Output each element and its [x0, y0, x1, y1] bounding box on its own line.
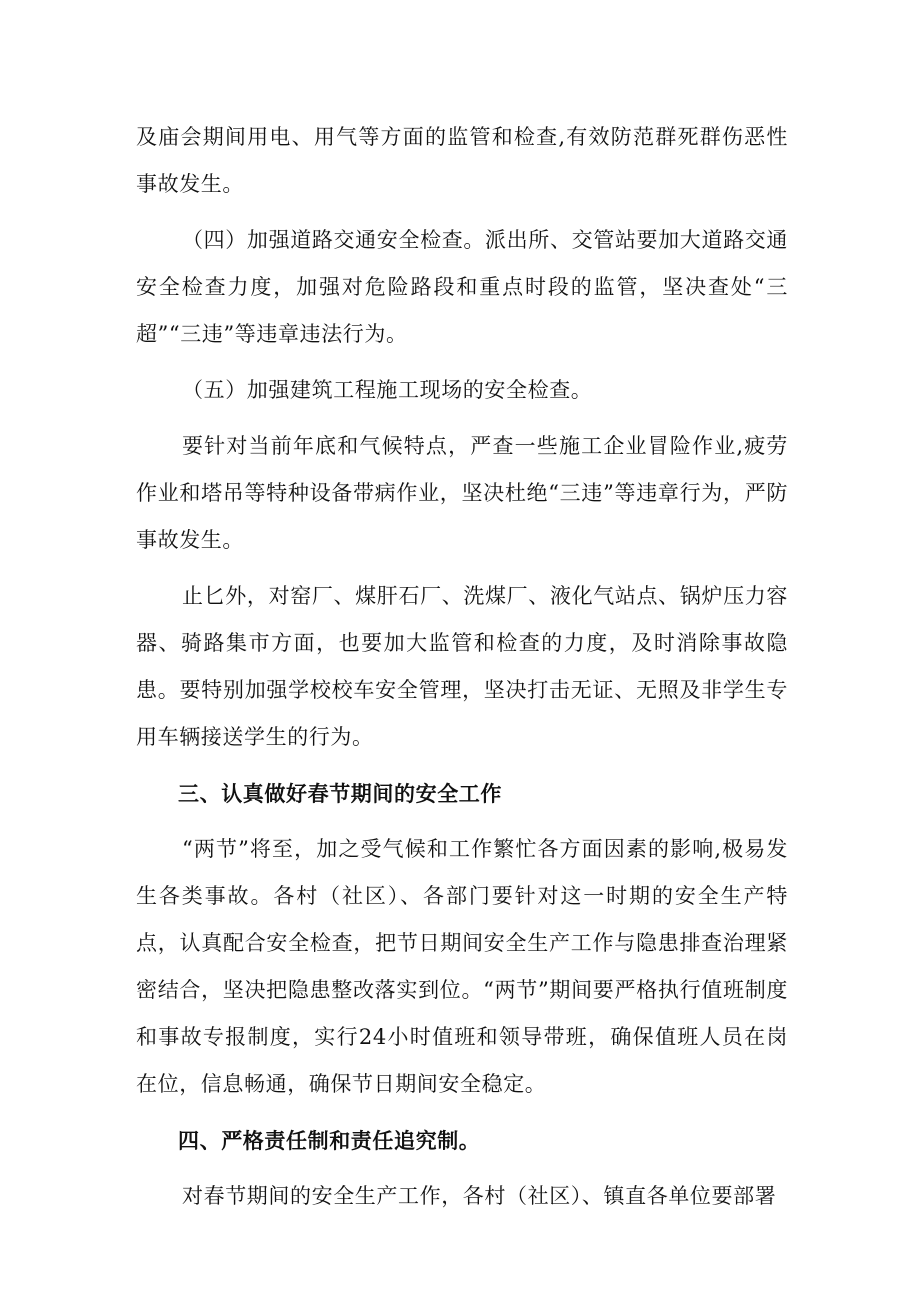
paragraph-responsibility: 对春节期间的安全生产工作，各村（社区）、镇直各单位要部署	[182, 1184, 777, 1208]
section-heading-spring-festival: 三、认真做好春节期间的安全工作	[178, 781, 502, 806]
paragraph-other-sites: 止匕外，对窑厂、煤肝石厂、洗煤厂、液化气站点、锅炉压力容器、骑路集市方面，也要加大监管和检查的力度，及时消除事故隐患。要特别加强学校校车安全管理，坚决打击无证、无照及非学生专用车辆接送学生的行为。	[136, 584, 788, 749]
paragraph-construction-details: 要针对当前年底和气候特点，严查一些施工企业冒险作业,疲劳作业和塔吊等特种设备带病作业，坚决杜绝“三违”等违章行为，严防事故发生。	[136, 434, 788, 552]
paragraph-construction-title: （五）加强建筑工程施工现场的安全检查。	[182, 378, 593, 402]
paragraph-continuation: 及庙会期间用电、用气等方面的监管和检查,有效防范群死群伤恶性事故发生。	[136, 125, 788, 196]
document-body	[136, 114, 788, 1220]
paragraph-road-traffic: （四）加强道路交通安全检查。派出所、交管站要加大道路交通安全检查力度，加强对危险路段和重点时段的监管，坚决查处“三超”“三违”等违章违法行为。	[136, 228, 788, 346]
paragraph-spring-festival: “两节”将至，加之受气候和工作繁忙各方面因素的影响,极易发生各类事故。各村（社区）、各部门要针对这一时期的安全生产特点，认真配合安全检查，把节日期间安全生产工作与隐患排查治理紧密结合，坚决把隐患整改落实到位。“两节”期间要严格执行值班制度和事故专报制度，实行24小时值班和领导带班，确保值班人员在岗在位，信息畅通，确保节日期间安全稳定。	[136, 837, 788, 1096]
section-heading-responsibility: 四、严格责任制和责任追究制。	[178, 1128, 481, 1153]
